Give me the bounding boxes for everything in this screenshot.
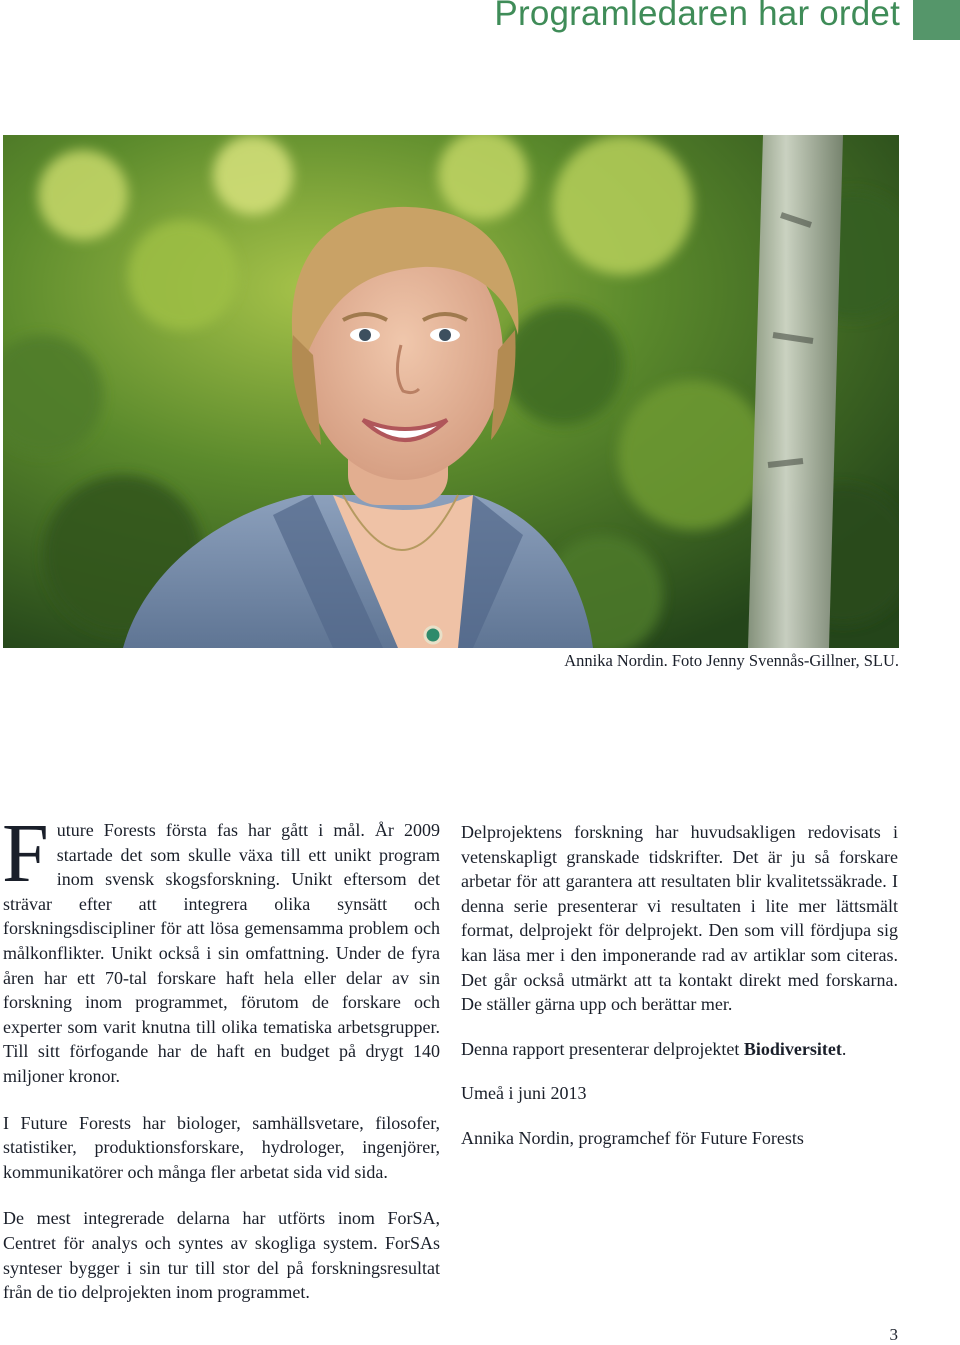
header-accent-block	[913, 0, 960, 40]
signature: Annika Nordin, programchef för Future Forests	[461, 1127, 804, 1148]
report-topic-paragraph	[461, 1037, 898, 1062]
drop-cap: F	[2, 807, 49, 900]
report-topic-suffix: .	[841, 1038, 847, 1059]
page-number: 3	[889, 1325, 898, 1344]
report-topic-prefix: Denna rapport presenterar delprojektet	[461, 1038, 744, 1059]
page-section-title: Programledaren har ordet	[494, 0, 900, 33]
left-column	[2, 807, 440, 1305]
disciplines-paragraph: I Future Forests har biologer, samhällsvetare, filosofer, statistiker, produktionsforskare, hydrologer, ingenjörer, kommunikatörer och många fler arbetat sida vid sida.	[3, 1112, 440, 1182]
report-topic-name: Biodiversitet	[743, 1038, 842, 1059]
photo-caption: Annika Nordin. Foto Jenny Svennås-Gillner, SLU.	[564, 651, 899, 670]
right-column	[461, 820, 898, 1151]
intro-text: uture Forests första fas har gått i mål. År 2009 startade det som skulle växa till ett unikt program inom svensk skogsforskning. Unikt eftersom det strävar efter att integrera olika synsätt och forskningsdiscipliner för att lösa gemensamma problem och målkonflikter. Unikt också i sin omfattning. Under de fyra åren har ett 70-tal forskare haft hela eller delar av sin forskning inom programmet, förutom de forskare och experter som varit knutna till olika tematiska arbetsgrupper. Till sitt förfogande har de haft en budget på drygt 140 miljoner kronor.	[3, 820, 440, 1086]
intro-paragraph	[2, 807, 440, 1089]
place-date: Umeå i juni 2013	[461, 1083, 587, 1104]
publications-paragraph: Delprojektens forskning har huvudsakligen redovisats i vetenskapligt granskade tidskrifter. Det är ju så forskare arbetar för att garantera att resultaten blir kvalitetssäkrade. I denna serie presenterar vi resultaten i lite mer lättsmält format, delprojekt för delprojekt. Den som vill fördjupa sig kan läsa mer i den imponerande rad av artiklar som citeras. Det går också utmärkt att ta kontakt direkt med forskarna. De ställer gärna upp och berättar mer.	[461, 822, 898, 1015]
forsa-paragraph: De mest integrerade delarna har utförts inom ForSA, Centret för analys och syntes av skogliga system. ForSAs synteser bygger i sin tur till stor del på forskningsresultat från de tio delprojekten inom programmet.	[3, 1208, 440, 1303]
portrait-photo	[3, 135, 899, 648]
